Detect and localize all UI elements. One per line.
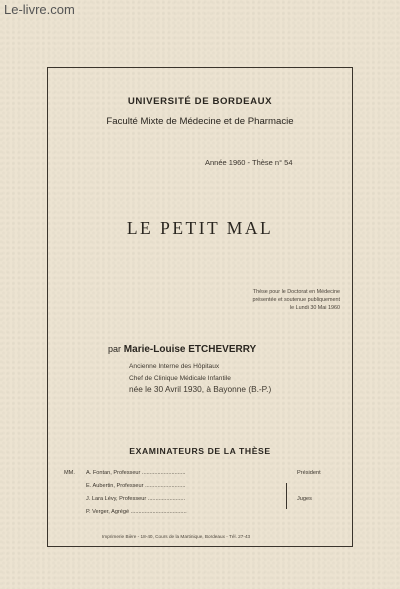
university-name: UNIVERSITÉ DE BORDEAUX <box>127 96 273 107</box>
author-detail: Chef de Clinique Médicale Infantile <box>129 374 231 382</box>
watermark: Le-livre.com <box>4 2 75 17</box>
thesis-note-line: Thèse pour le Doctorat en Médecine <box>252 289 340 295</box>
printer-footer: Imprimerie Bière - 18-40, Cours de la Martinique, Bordeaux - Tél. 27-43 <box>102 534 251 539</box>
examiner-row: E. Aubertin, Professeur .......................... <box>86 483 186 489</box>
role-juges: Juges <box>297 496 312 502</box>
thesis-title: LE PETIT MAL <box>126 218 274 238</box>
author-name: Marie-Louise ETCHEVERRY <box>123 344 257 355</box>
examiner-row: J. Lara Lévy, Professeur ........................ <box>86 496 186 502</box>
mm-label: MM. <box>64 470 75 476</box>
author-prefix: par <box>108 344 122 354</box>
thesis-note-line: le Lundi 30 Mai 1960 <box>289 305 340 312</box>
examiner-row: A. Fontan, Professeur ............................ <box>86 470 186 476</box>
faculty-name: Faculté Mixte de Médecine et de Pharmacie <box>106 116 294 127</box>
examiner-row: P. Verger, Agrégé .................................... <box>86 509 187 515</box>
examiners-title: EXAMINATEURS DE LA THÈSE <box>129 446 271 456</box>
thesis-note-line: présentée et soutenue publiquement <box>252 297 340 304</box>
judges-brace <box>286 483 291 509</box>
author-line <box>108 344 256 355</box>
year-thesis-number: Année 1960 - Thèse n° 54 <box>205 158 293 167</box>
thesis-note <box>200 288 340 313</box>
author-detail: Ancienne Interne des Hôpitaux <box>129 363 220 370</box>
author-details <box>129 361 271 396</box>
author-birth: née le 30 Avril 1930, à Bayonne (B.-P.) <box>129 384 272 394</box>
role-president: Président <box>297 470 321 476</box>
